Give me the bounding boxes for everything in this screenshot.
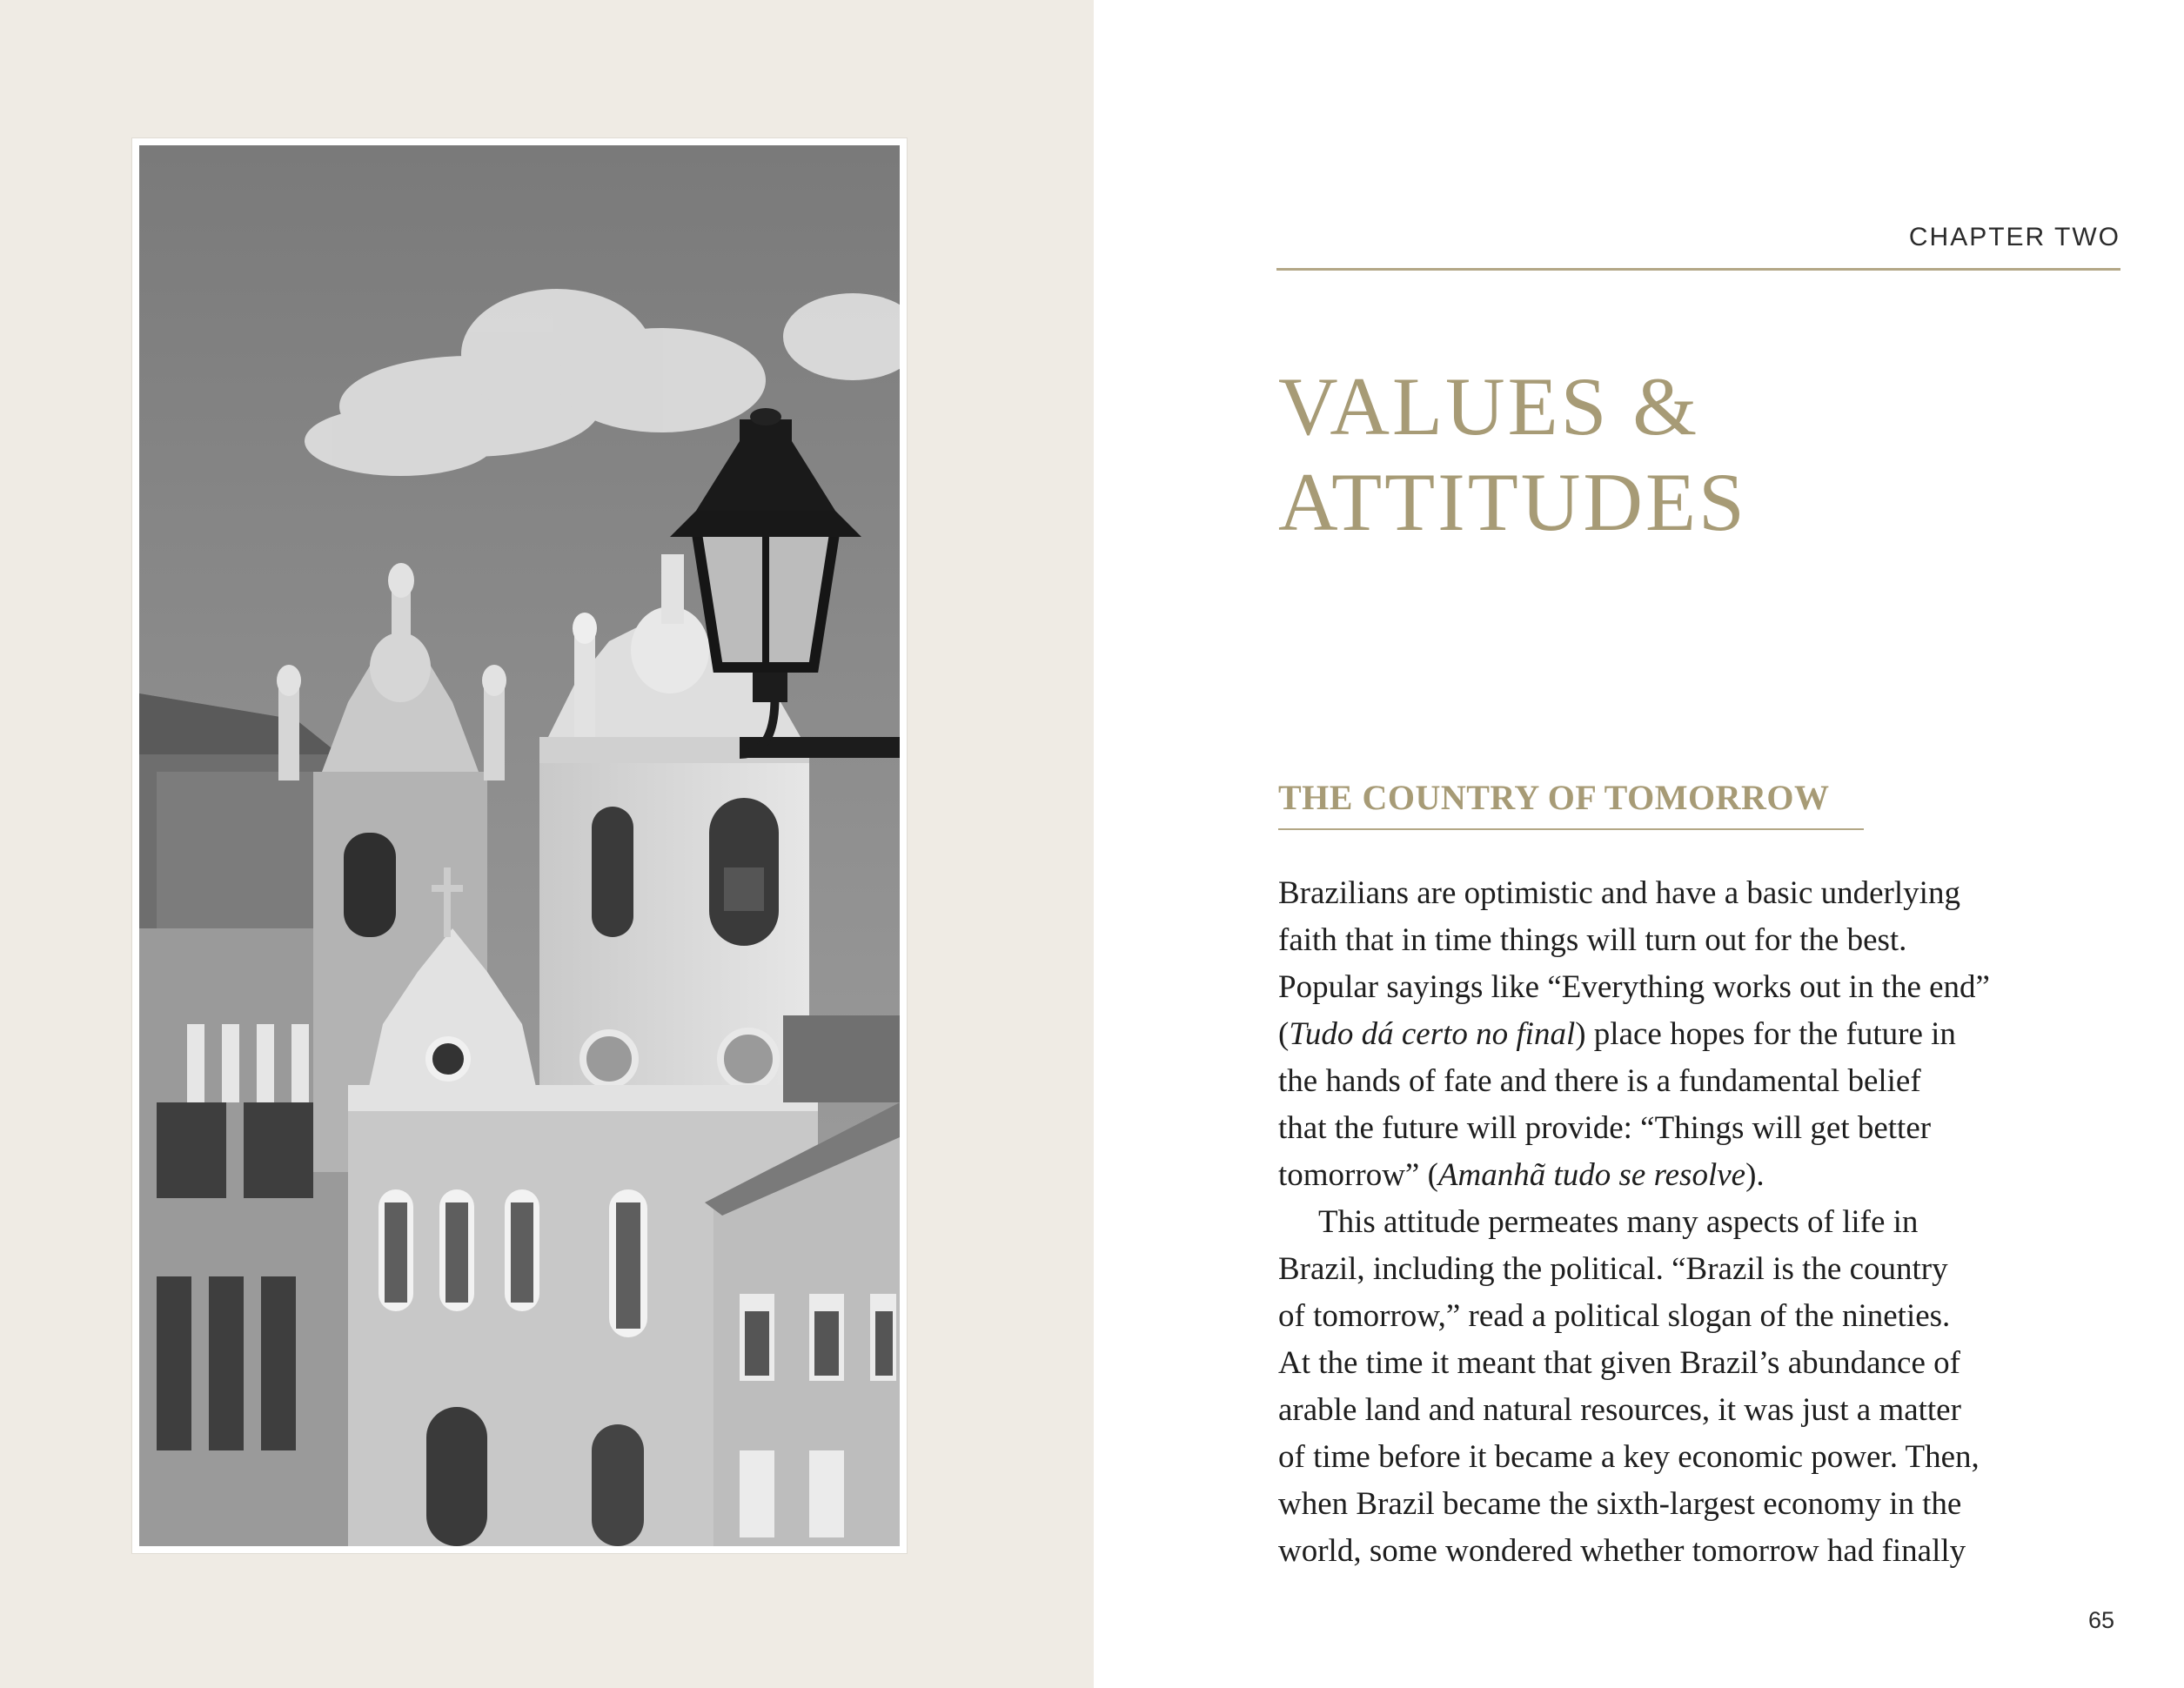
body-text xyxy=(1278,870,2127,1575)
body-line: the hands of fate and there is a fundamental belief xyxy=(1278,1063,1921,1099)
body-line xyxy=(1278,1152,2127,1199)
section-rule xyxy=(1278,828,1864,830)
body-line: Brazil, including the political. “Brazil is the country xyxy=(1278,1251,1948,1287)
body-text-fragment: ) place hopes for the future in xyxy=(1575,1016,1956,1052)
page-number: 65 xyxy=(2087,1607,2114,1633)
body-line: This attitude permeates many aspects of life in xyxy=(1318,1204,1919,1240)
portuguese-phrase: Amanhã tudo se resolve xyxy=(1437,1157,1746,1193)
chapter-title-line-1: VALUES & xyxy=(1278,360,1700,452)
right-page xyxy=(1094,0,2184,1688)
body-text-fragment: ( xyxy=(1278,1016,1290,1052)
chapter-title xyxy=(1278,358,1747,550)
body-line: that the future will provide: “Things will get better xyxy=(1278,1110,1932,1146)
photo-frame xyxy=(132,138,907,1553)
body-line: of time before it became a key economic power. Then, xyxy=(1278,1439,1980,1475)
running-head: CHAPTER TWO xyxy=(1908,223,2120,251)
body-line: world, some wondered whether tomorrow had finally xyxy=(1278,1533,1966,1569)
portuguese-phrase: Tudo dá certo no final xyxy=(1289,1016,1576,1052)
body-line: arable land and natural resources, it was just a matter xyxy=(1278,1392,1961,1428)
body-line: faith that in time things will turn out for the best. xyxy=(1278,922,1907,958)
body-text-fragment: ). xyxy=(1745,1157,1765,1193)
body-line: Popular sayings like “Everything works out in the end” xyxy=(1278,969,1990,1005)
body-text-fragment: tomorrow” ( xyxy=(1278,1157,1438,1193)
body-line xyxy=(1278,1011,2127,1058)
header-rule xyxy=(1276,268,2120,271)
body-line: of tomorrow,” read a political slogan of the nineties. xyxy=(1278,1298,1951,1334)
body-line: when Brazil became the sixth-largest economy in the xyxy=(1278,1486,1962,1522)
body-line: At the time it meant that given Brazil’s abundance of xyxy=(1278,1345,1960,1381)
church-and-street-lamp-photo xyxy=(139,145,900,1546)
section-heading: THE COUNTRY OF TOMORROW xyxy=(1278,778,1830,817)
body-line: Brazilians are optimistic and have a basic underlying xyxy=(1278,875,1960,911)
chapter-title-line-2: ATTITUDES xyxy=(1278,456,1747,548)
